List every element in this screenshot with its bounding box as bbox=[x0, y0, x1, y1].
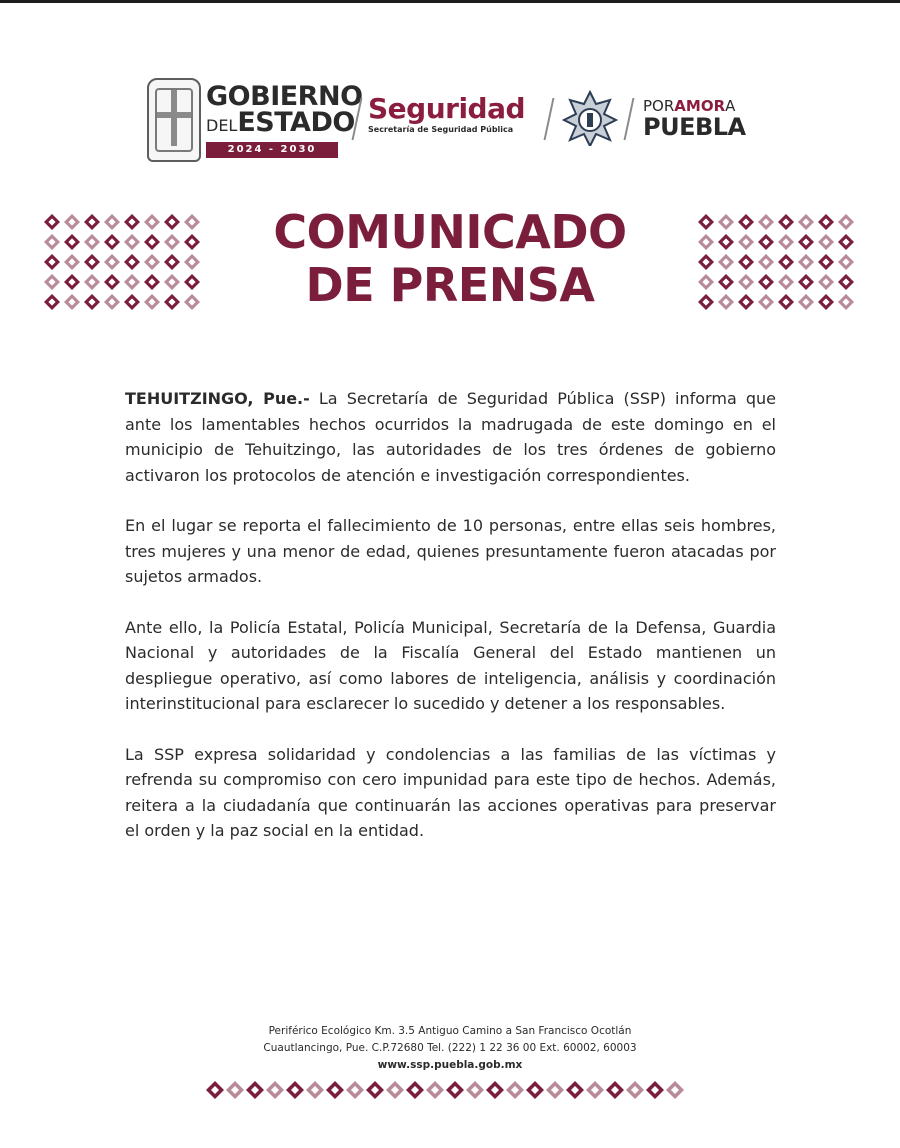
pattern-diamond bbox=[698, 274, 714, 290]
pattern-diamond bbox=[386, 1081, 404, 1099]
pattern-diamond bbox=[838, 254, 854, 270]
pattern-diamond bbox=[586, 1081, 604, 1099]
pattern-diamond bbox=[718, 294, 734, 310]
pattern-diamond bbox=[164, 254, 180, 270]
decorative-pattern-right bbox=[696, 212, 858, 310]
pattern-diamond bbox=[184, 294, 200, 310]
pattern-diamond bbox=[366, 1081, 384, 1099]
pattern-diamond bbox=[64, 294, 80, 310]
pattern-diamond bbox=[226, 1081, 244, 1099]
pattern-diamond bbox=[64, 274, 80, 290]
pattern-diamond bbox=[626, 1081, 644, 1099]
pattern-diamond bbox=[738, 294, 754, 310]
pattern-diamond bbox=[124, 234, 140, 250]
puebla-text: PUEBLA bbox=[643, 113, 746, 141]
pattern-diamond bbox=[818, 234, 834, 250]
pattern-diamond bbox=[738, 214, 754, 230]
title-line2: DE PRENSA bbox=[305, 258, 595, 312]
top-border bbox=[0, 0, 900, 3]
pattern-diamond bbox=[838, 294, 854, 310]
footer-line1: Periférico Ecológico Km. 3.5 Antiguo Camino a San Francisco Ocotlán bbox=[268, 1025, 632, 1037]
pattern-diamond bbox=[184, 214, 200, 230]
pattern-diamond bbox=[838, 234, 854, 250]
pattern-diamond bbox=[698, 234, 714, 250]
pattern-diamond bbox=[718, 214, 734, 230]
gobierno-line1: GOBIERNO bbox=[206, 81, 363, 112]
page-title bbox=[225, 206, 675, 312]
pattern-diamond bbox=[124, 294, 140, 310]
pattern-diamond bbox=[44, 214, 60, 230]
seguridad-title: Seguridad bbox=[368, 92, 526, 125]
paragraph-1 bbox=[125, 386, 776, 488]
pattern-diamond bbox=[818, 294, 834, 310]
pattern-diamond bbox=[124, 214, 140, 230]
pattern-diamond bbox=[506, 1081, 524, 1099]
footer-line2: Cuautlancingo, Pue. C.P.72680 Tel. (222) 1 22 36 00 Ext. 60002, 60003 bbox=[263, 1042, 637, 1054]
pattern-diamond bbox=[818, 214, 834, 230]
pattern-diamond bbox=[144, 254, 160, 270]
pattern-diamond bbox=[758, 234, 774, 250]
pattern-diamond bbox=[798, 214, 814, 230]
pattern-diamond bbox=[104, 234, 120, 250]
pattern-diamond bbox=[738, 274, 754, 290]
pattern-diamond bbox=[346, 1081, 364, 1099]
header-logos bbox=[0, 70, 900, 165]
a-text: A bbox=[725, 97, 736, 115]
pattern-diamond bbox=[84, 274, 100, 290]
pattern-diamond bbox=[738, 254, 754, 270]
pattern-diamond bbox=[406, 1081, 424, 1099]
pattern-diamond bbox=[758, 214, 774, 230]
pattern-diamond bbox=[486, 1081, 504, 1099]
pattern-diamond bbox=[758, 254, 774, 270]
pattern-diamond bbox=[698, 254, 714, 270]
por-text: POR bbox=[643, 97, 675, 115]
seguridad-subtitle: Secretaría de Seguridad Pública bbox=[368, 125, 514, 134]
pattern-diamond bbox=[124, 254, 140, 270]
pattern-diamond bbox=[246, 1081, 264, 1099]
pattern-diamond bbox=[206, 1081, 224, 1099]
pattern-diamond bbox=[44, 274, 60, 290]
pattern-diamond bbox=[64, 234, 80, 250]
pattern-diamond bbox=[144, 274, 160, 290]
seguridad-logo bbox=[368, 94, 540, 136]
pattern-diamond bbox=[266, 1081, 284, 1099]
pattern-diamond bbox=[738, 234, 754, 250]
pattern-diamond bbox=[286, 1081, 304, 1099]
pattern-diamond bbox=[426, 1081, 444, 1099]
pattern-diamond bbox=[798, 234, 814, 250]
pattern-diamond bbox=[778, 214, 794, 230]
pattern-diamond bbox=[778, 274, 794, 290]
pattern-diamond bbox=[104, 254, 120, 270]
pattern-diamond bbox=[798, 274, 814, 290]
pattern-diamond bbox=[758, 294, 774, 310]
pattern-diamond bbox=[566, 1081, 584, 1099]
pattern-diamond bbox=[606, 1081, 624, 1099]
pattern-diamond bbox=[164, 214, 180, 230]
pattern-diamond bbox=[778, 294, 794, 310]
pattern-diamond bbox=[838, 214, 854, 230]
pattern-diamond bbox=[64, 254, 80, 270]
pattern-diamond bbox=[798, 254, 814, 270]
gobierno-del: DEL bbox=[206, 116, 238, 135]
dateline: TEHUITZINGO, Pue.- bbox=[125, 389, 310, 408]
pattern-diamond bbox=[44, 254, 60, 270]
press-release-body bbox=[125, 386, 776, 869]
pattern-diamond bbox=[466, 1081, 484, 1099]
pattern-diamond bbox=[306, 1081, 324, 1099]
paragraph-3: Ante ello, la Policía Estatal, Policía Municipal, Secretaría de la Defensa, Guardia Nacional y autoridades de la Fiscalía General del Estado mantienen un despliegue operativo, así como labores de inteligencia, análisis y coordinación interinstitucional para esclarecer lo sucedido y detener a los responsables. bbox=[125, 617, 776, 713]
amor-text: AMOR bbox=[674, 97, 726, 115]
pattern-diamond bbox=[84, 214, 100, 230]
pattern-diamond bbox=[184, 254, 200, 270]
por-amor-a-puebla-logo bbox=[643, 97, 763, 139]
pattern-diamond bbox=[164, 294, 180, 310]
pattern-diamond bbox=[104, 214, 120, 230]
pattern-diamond bbox=[646, 1081, 664, 1099]
decorative-pattern-left bbox=[42, 212, 204, 310]
pattern-diamond bbox=[84, 294, 100, 310]
pattern-diamond bbox=[144, 294, 160, 310]
pattern-diamond bbox=[44, 234, 60, 250]
decorative-pattern-bottom bbox=[205, 1080, 695, 1110]
police-badge-icon bbox=[562, 90, 618, 146]
paragraph-1-text: La Secretaría de Seguridad Pública (SSP) informa que ante los lamentables hechos ocurridos la madrugada de este domingo en el municipio de Tehuitzingo, las autoridades de los tres órdenes de gobierno activaron los protocolos de atención e investigación correspondientes. bbox=[125, 389, 776, 485]
pattern-diamond bbox=[818, 274, 834, 290]
state-seal-icon bbox=[147, 78, 201, 162]
pattern-diamond bbox=[446, 1081, 464, 1099]
gobierno-years: 2024 - 2030 bbox=[206, 142, 338, 158]
pattern-diamond bbox=[64, 214, 80, 230]
title-line1: COMUNICADO bbox=[273, 205, 627, 259]
pattern-diamond bbox=[778, 234, 794, 250]
pattern-diamond bbox=[104, 274, 120, 290]
paragraph-4: La SSP expresa solidaridad y condolencias a las familias de las víctimas y refrenda su compromiso con cero impunidad para este tipo de hechos. Además, reitera a la ciudadanía que continuarán las acciones operativas para preservar el orden y la paz social en la entidad. bbox=[125, 744, 776, 840]
pattern-diamond bbox=[84, 234, 100, 250]
pattern-diamond bbox=[326, 1081, 344, 1099]
pattern-diamond bbox=[838, 274, 854, 290]
pattern-diamond bbox=[718, 274, 734, 290]
paragraph-2: En el lugar se reporta el fallecimiento de 10 personas, entre ellas seis hombres, tres mujeres y una menor de edad, quienes presuntamente fueron atacadas por sujetos armados. bbox=[125, 516, 776, 586]
pattern-diamond bbox=[144, 214, 160, 230]
pattern-diamond bbox=[698, 214, 714, 230]
footer-address bbox=[200, 1023, 700, 1074]
pattern-diamond bbox=[698, 294, 714, 310]
divider bbox=[544, 98, 555, 140]
pattern-diamond bbox=[164, 274, 180, 290]
pattern-diamond bbox=[124, 274, 140, 290]
pattern-diamond bbox=[666, 1081, 684, 1099]
pattern-diamond bbox=[84, 254, 100, 270]
pattern-diamond bbox=[184, 274, 200, 290]
pattern-diamond bbox=[164, 234, 180, 250]
divider bbox=[624, 98, 635, 140]
pattern-diamond bbox=[798, 294, 814, 310]
pattern-diamond bbox=[184, 234, 200, 250]
pattern-diamond bbox=[718, 254, 734, 270]
footer-url[interactable]: www.ssp.puebla.gob.mx bbox=[377, 1059, 523, 1071]
pattern-diamond bbox=[144, 234, 160, 250]
gobierno-logo bbox=[206, 81, 363, 158]
pattern-diamond bbox=[778, 254, 794, 270]
pattern-diamond bbox=[818, 254, 834, 270]
pattern-diamond bbox=[44, 294, 60, 310]
gobierno-estado: ESTADO bbox=[237, 107, 355, 138]
gobierno-line2 bbox=[206, 107, 355, 139]
pattern-diamond bbox=[546, 1081, 564, 1099]
pattern-diamond bbox=[718, 234, 734, 250]
pattern-diamond bbox=[526, 1081, 544, 1099]
pattern-diamond bbox=[104, 294, 120, 310]
pattern-diamond bbox=[758, 274, 774, 290]
